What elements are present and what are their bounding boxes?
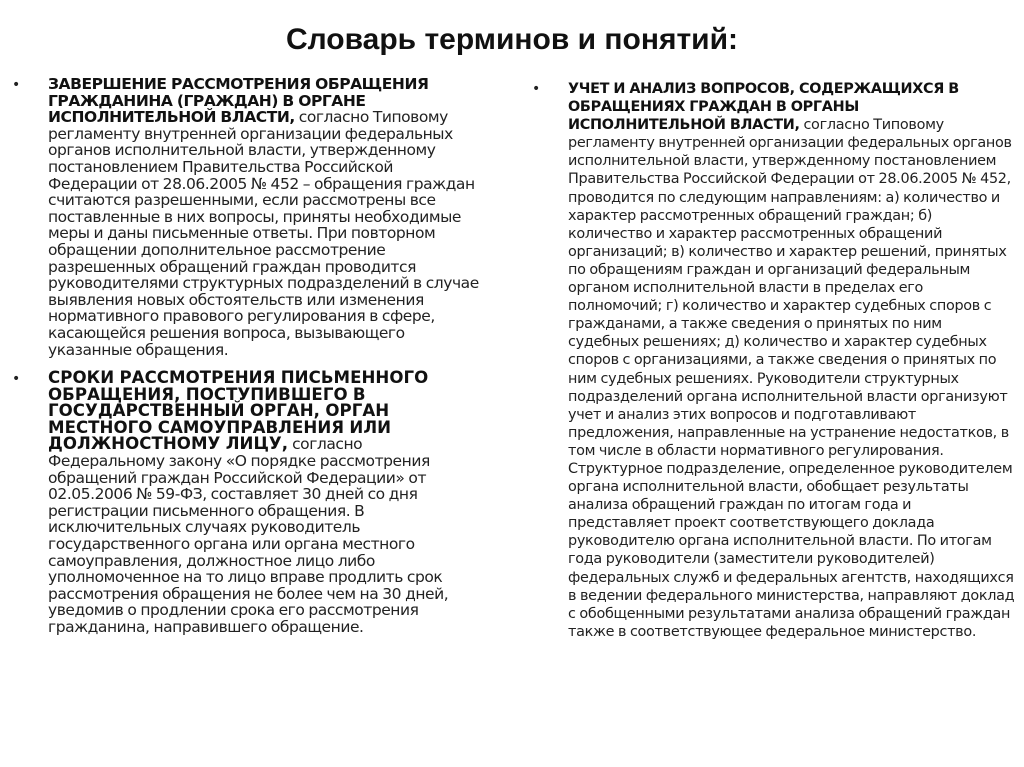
- term-entry-completion: [12, 76, 480, 358]
- right-column: [532, 76, 1016, 641]
- bullet-icon: •: [532, 81, 540, 97]
- term-entry-accounting-analysis: [532, 80, 1016, 641]
- term-heading: ЗАВЕРШЕНИЕ РАССМОТРЕНИЯ ОБРАЩЕНИЯ ГРАЖДАНИНА (ГРАЖДАН) В ОРГАНЕ ИСПОЛНИТЕЛЬНОЙ ВЛАСТИ,: [48, 75, 429, 127]
- term-heading: СРОКИ РАССМОТРЕНИЯ ПИСЬМЕННОГО ОБРАЩЕНИЯ, ПОСТУПИВШЕГО В ГОСУДАРСТВЕННЫЙ ОРГАН, ОРГАН МЕСТНОГО САМОУПРАВЛЕНИЯ ИЛИ ДОЛЖНОСТНОМУ ЛИЦУ,: [48, 368, 429, 454]
- term-description: согласно Федеральному закону «О порядке рассмотрения обращений граждан Российской Федерации» от 02.05.2006 № 59-ФЗ, составляет 30 дней со дня регистрации письменного обращения. В исключительных случаях руководитель государственного органа или органа местного самоуправления, должностное лицо либо уполномоченное на то лицо вправе продлить срок рассмотрения обращения не более чем на 30 дней, уведомив о продлении срока его рассмотрения гражданина, направившего обращение.: [48, 435, 449, 636]
- term-description: согласно Типовому регламенту внутренней организации федеральных органов исполнительной власти, утвержденному постановлением Правительства Российской Федерации от 28.06.2005 № 452 – обращения граждан считаются разрешенными, если рассмотрены все поставленные в них вопросы, приняты необходимые меры и даны письменные ответы. При повторном обращении дополнительное рассмотрение разрешенных обращений граждан проводится руководителями структурных подразделений в случае выявления новых обстоятельств или изменения нормативного правового регулирования в сфере, касающейся решения вопроса, вызывающего указанные обращения.: [48, 108, 479, 359]
- term-entry-deadlines: [12, 370, 480, 636]
- bullet-icon: •: [12, 371, 20, 388]
- term-description: согласно Типовому регламенту внутренней организации федеральных органов исполнительной власти, утвержденному постановлением Правительства Российской Федерации от 28.06.2005 № 452, проводится по следующим направлениям: а) количество и характер рассмотренных обращений граждан; б) количество и характер рассмотренных обращений организаций; в) количество и характер решений, принятых по обращениям граждан и организаций федеральным органом исполнительной власти в пределах его полномочий; г) количество и характер судебных споров с гражданами, а также сведения о принятых по ним судебных решениях; д) количество и характер судебных споров с организациями, а также сведения о принятых по ним судебных решениях. Руководители структурных подразделений органа исполнительной власти организуют учет и анализ этих вопросов и подготавливают предложения, направленные на устранение недостатков, в том числе в области нормативного регулирования. Структурное подразделение, определенное руководителем органа исполнительной власти, обобщает результаты анализа обращений граждан по итогам года и представляет проект соответствующего доклада руководителю органа исполнительной власти. По итогам года руководители (заместители руководителей) федеральных служб и федеральных агентств, находящихся в ведении федерального министерства, направляют доклад с обобщенными результатами анализа обращений граждан также в соответствующее федеральное министерство.: [568, 117, 1015, 640]
- left-column: [12, 76, 480, 636]
- bullet-icon: •: [12, 77, 20, 93]
- slide-title: Словарь терминов и понятий:: [285, 23, 739, 56]
- term-heading: УЧЕТ И АНАЛИЗ ВОПРОСОВ, СОДЕРЖАЩИХСЯ В ОБРАЩЕНИЯХ ГРАЖДАН В ОРГАНЫ ИСПОЛНИТЕЛЬНОЙ ВЛАСТИ,: [568, 81, 959, 134]
